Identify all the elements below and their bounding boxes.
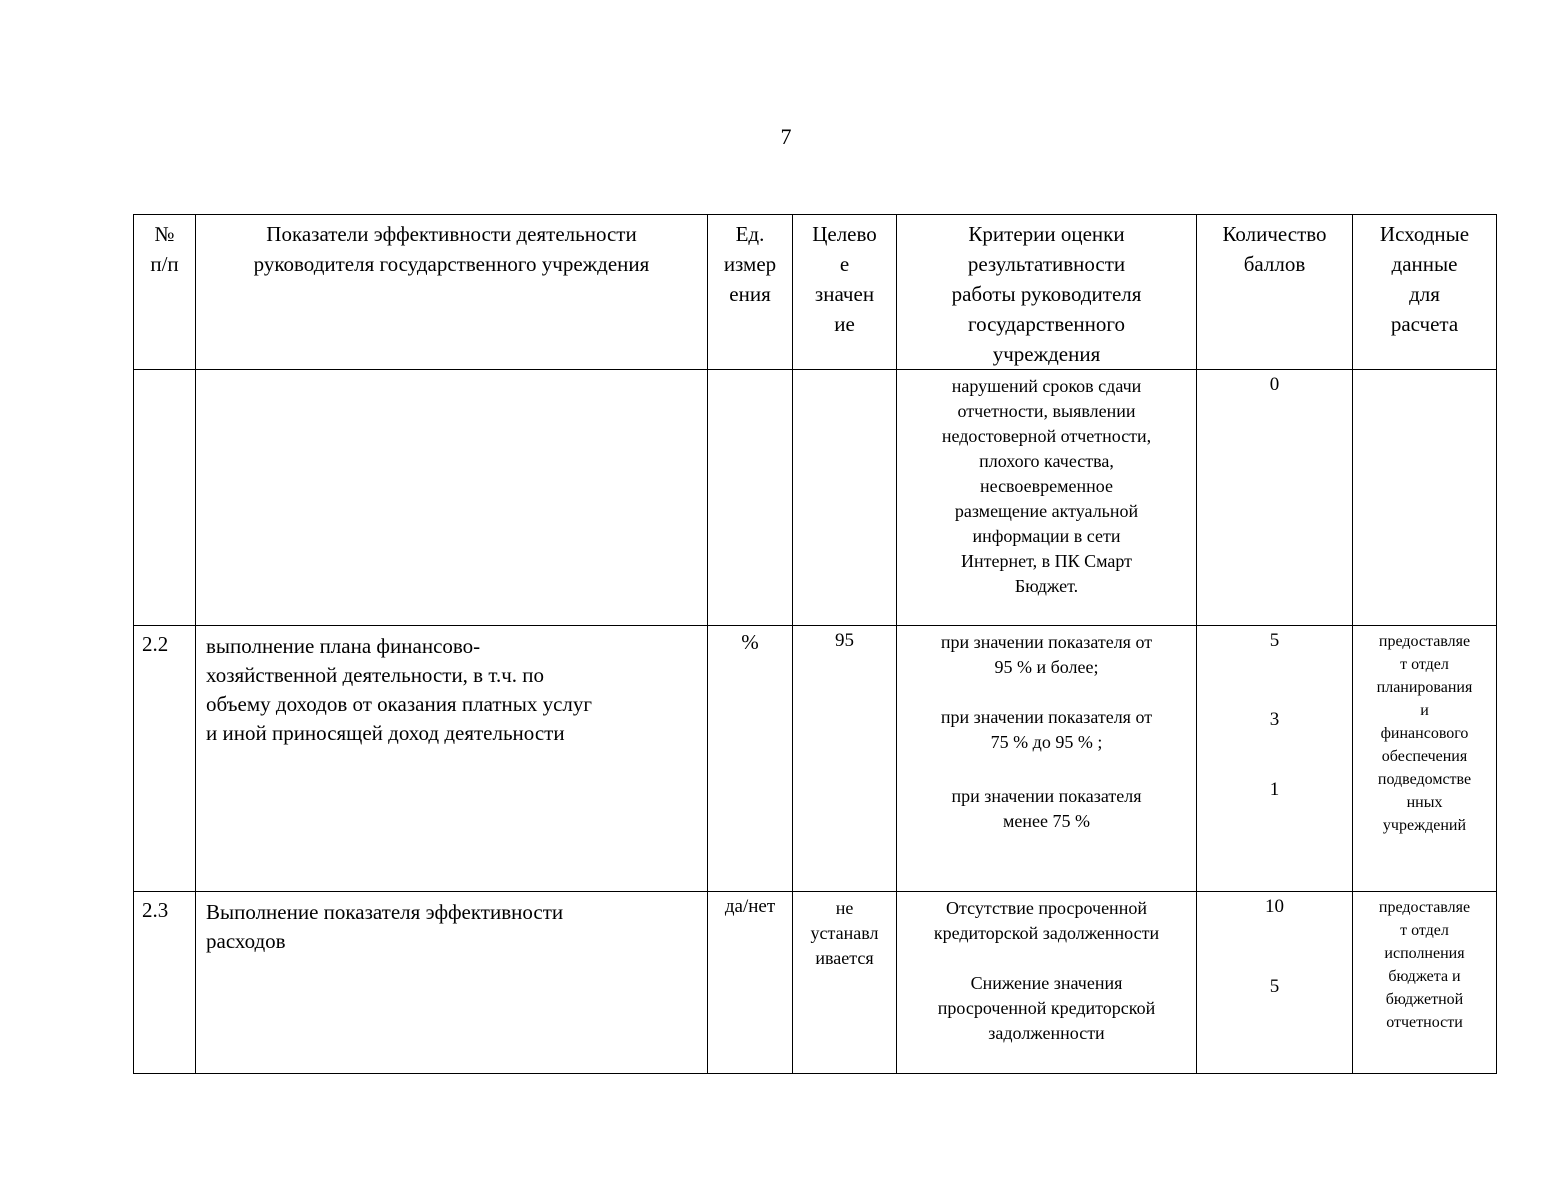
- cell-unit: да/нет: [708, 892, 793, 1074]
- cell-indicator: выполнение плана финансово- хозяйственной деятельности, в т.ч. по объему доходов от оказания платных услуг и иной приносящей доход деятельности: [196, 626, 708, 892]
- cell-source: предоставляе т отдел исполнения бюджета и бюджетной отчетности: [1353, 892, 1497, 1074]
- cell-target: 95: [793, 626, 897, 892]
- table-row-2-2: [134, 626, 1497, 892]
- header-points: Количество баллов: [1197, 215, 1353, 370]
- cell-points: 5 3 1: [1197, 626, 1353, 892]
- cell-num: 2.2: [134, 626, 196, 892]
- table-row: [134, 370, 1497, 626]
- cell-points: 0: [1197, 370, 1353, 626]
- header-source: Исходные данные для расчета: [1353, 215, 1497, 370]
- table-row-2-3: [134, 892, 1497, 1074]
- cell-num: [134, 370, 196, 626]
- indicators-table: [133, 214, 1497, 1074]
- table-header-row: [134, 215, 1497, 370]
- cell-unit: %: [708, 626, 793, 892]
- cell-source: [1353, 370, 1497, 626]
- cell-unit: [708, 370, 793, 626]
- header-indicator: Показатели эффективности деятельности руководителя государственного учреждения: [196, 215, 708, 370]
- header-criteria: Критерии оценки результативности работы руководителя государственного учреждения: [897, 215, 1197, 370]
- cell-criteria: при значении показателя от 95 % и более; при значении показателя от 75 % до 95 % ; при значении показателя менее 75 %: [897, 626, 1197, 892]
- page-number: 7: [780, 124, 792, 149]
- header-unit: Ед. измер ения: [708, 215, 793, 370]
- cell-num: 2.3: [134, 892, 196, 1074]
- cell-points: 10 5: [1197, 892, 1353, 1074]
- cell-indicator: Выполнение показателя эффективности расходов: [196, 892, 708, 1074]
- header-target: Целево е значен ие: [793, 215, 897, 370]
- cell-indicator: [196, 370, 708, 626]
- cell-source: предоставляе т отдел планирования и финансового обеспечения подведомстве нных учреждений: [1353, 626, 1497, 892]
- header-num: № п/п: [134, 215, 196, 370]
- cell-criteria: Отсутствие просроченной кредиторской задолженности Снижение значения просроченной кредиторской задолженности: [897, 892, 1197, 1074]
- cell-criteria: нарушений сроков сдачи отчетности, выявлении недостоверной отчетности, плохого качества, несвоевременное размещение актуальной информации в сети Интернет, в ПК Смарт Бюджет.: [897, 370, 1197, 626]
- cell-target: не устанавл ивается: [793, 892, 897, 1074]
- cell-target: [793, 370, 897, 626]
